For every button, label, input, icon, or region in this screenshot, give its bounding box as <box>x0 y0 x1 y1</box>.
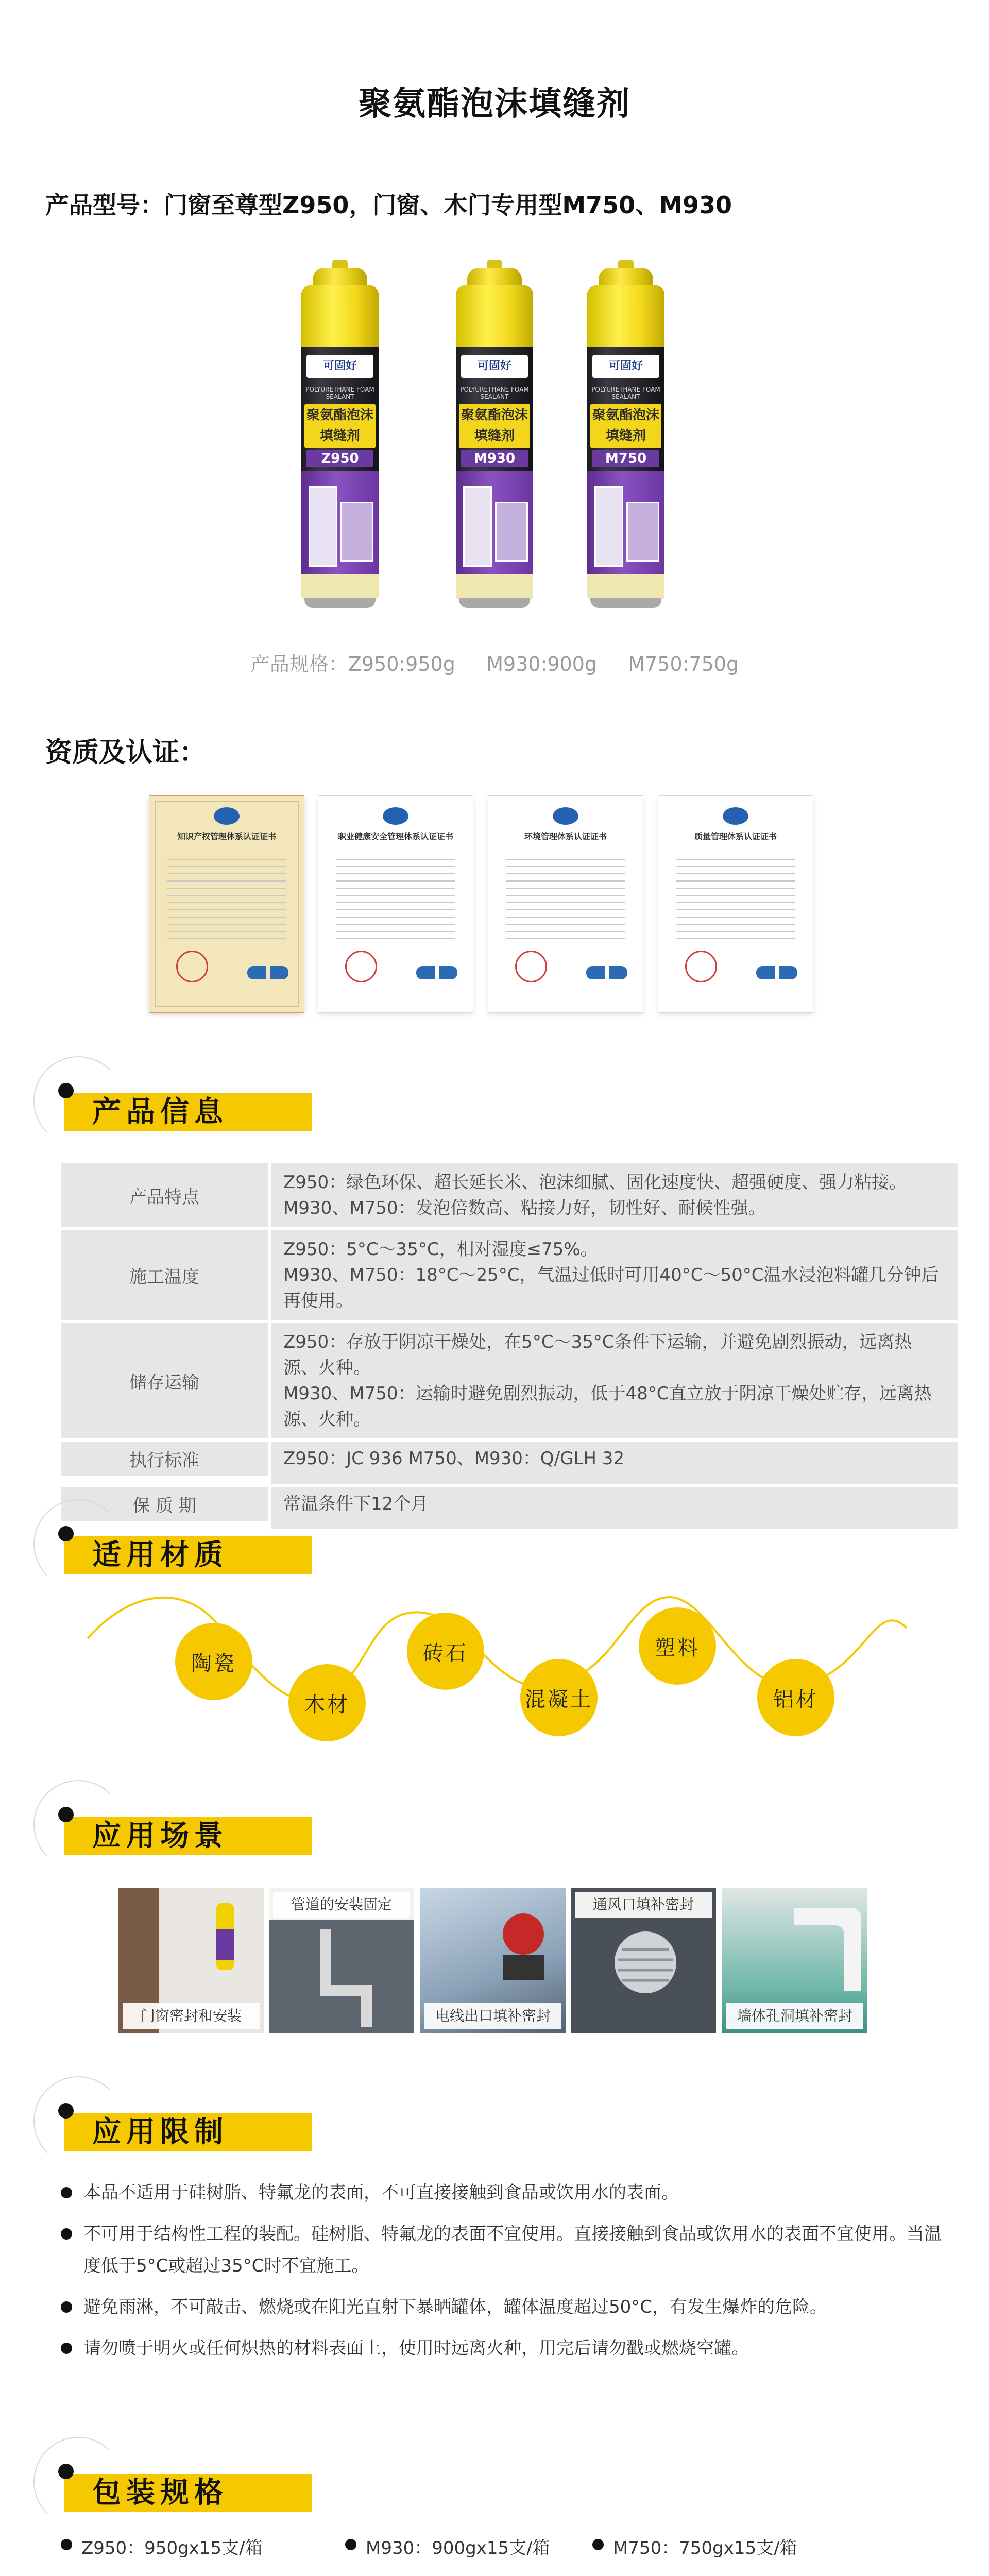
bullet-dot-icon <box>58 2464 74 2479</box>
row-label: 施工温度 <box>61 1230 268 1320</box>
can-brand: 可固好 <box>592 355 659 378</box>
cert-emblem-icon <box>383 807 408 825</box>
certificate-ohs <box>318 796 473 1012</box>
table-row <box>61 1323 958 1438</box>
material-ceramic: 陶瓷 <box>175 1623 252 1700</box>
limits-list <box>61 2177 947 2374</box>
list-item: 本品不适用于硅树脂、特氟龙的表面，不可直接接触到食品或饮用水的表面。 <box>61 2177 947 2209</box>
row-value <box>271 1487 958 1529</box>
row-value <box>271 1163 958 1227</box>
value-line: Z950：JC 936 M750、M930：Q/GLH 32 <box>283 1448 625 1469</box>
can-english-name: POLYURETHANE FOAM SEALANT <box>460 386 529 400</box>
product-can-m750 <box>587 268 664 608</box>
row-value <box>271 1230 958 1320</box>
row-value <box>271 1442 958 1484</box>
certificate-ip <box>149 796 304 1012</box>
value-line: M930、M750：18°C～25°C，气温过低时可用40°C～50°C温水浸泡料罐几分钟后再使用。 <box>283 1265 939 1311</box>
can-brand: 可固好 <box>306 355 373 378</box>
section-heading-limits <box>33 2076 322 2159</box>
can-model: M750 <box>592 450 659 467</box>
table-row <box>61 1230 958 1320</box>
can-english-name: POLYURETHANE FOAM SEALANT <box>591 386 660 400</box>
cert-emblem-icon <box>723 807 748 825</box>
red-seal-icon <box>685 951 717 982</box>
bullet-dot-icon <box>58 1526 74 1541</box>
packaging-item: M930：900gx15支/箱 <box>345 2534 550 2559</box>
section-title: 应用限制 <box>92 2115 228 2149</box>
can-product-name: 聚氨酯泡沫填缝剂 <box>590 404 661 448</box>
scene-wire-outlet <box>420 1888 566 2033</box>
list-item: 避免雨淋，不可敲击、燃烧或在阳光直射下暴晒罐体，罐体温度超过50°C，有发生爆炸的危险。 <box>61 2291 947 2323</box>
scene-caption: 门窗密封和安装 <box>123 2003 260 2029</box>
section-heading-scenes <box>33 1780 322 1862</box>
value-line: Z950：绿色环保、超长延长米、泡沫细腻、固化速度快、超强硬度、强力粘接。 <box>283 1172 907 1193</box>
certification-heading: 资质及认证： <box>45 737 207 768</box>
materials-wave-line <box>0 1566 989 1783</box>
table-row <box>61 1442 958 1484</box>
value-line: 常温条件下12个月 <box>283 1494 429 1514</box>
product-models: 产品型号：门窗至尊型Z950，门窗、木门专用型M750、M930 <box>45 191 732 219</box>
scene-caption: 墙体孔洞填补密封 <box>726 2003 863 2029</box>
certificate-env <box>488 796 643 1012</box>
can-model: M930 <box>461 450 528 467</box>
section-heading-packaging <box>33 2437 322 2519</box>
list-item: 请勿喷于明火或任何炽热的材料表面上，使用时远离火种，用完后请勿戳或燃烧空罐。 <box>61 2332 947 2364</box>
bullet-dot-icon <box>58 1083 74 1098</box>
material-wood: 木材 <box>288 1664 366 1741</box>
red-seal-icon <box>345 951 377 982</box>
material-aluminum: 铝材 <box>757 1659 834 1736</box>
product-can-z950 <box>301 268 379 608</box>
bullet-dot-icon <box>58 2103 74 2119</box>
material-plastic: 塑料 <box>639 1607 716 1685</box>
product-spec-line: 产品规格：Z950:950g M930:900g M750:750g <box>250 653 739 675</box>
product-can-m930 <box>456 268 533 608</box>
value-line: Z950：5°C～35°C，相对湿度≤75%。 <box>283 1239 598 1260</box>
row-value <box>271 1323 958 1438</box>
row-label: 产品特点 <box>61 1163 268 1227</box>
section-title: 产品信息 <box>92 1095 228 1129</box>
scene-caption: 管道的安装固定 <box>273 1892 410 1918</box>
can-brand: 可固好 <box>461 355 528 378</box>
material-concrete: 混凝土 <box>520 1659 598 1736</box>
cert-emblem-icon <box>553 807 578 825</box>
row-label: 保 质 期 <box>61 1487 268 1521</box>
certificate-title: 环境管理体系认证证书 <box>524 832 607 841</box>
section-heading-info <box>33 1056 322 1139</box>
value-line: M930、M750：发泡倍数高、粘接力好，韧性好、耐候性强。 <box>283 1198 766 1218</box>
scene-caption: 电线出口填补密封 <box>424 2003 561 2029</box>
packaging-item: M750：750gx15支/箱 <box>592 2534 797 2559</box>
certificate-title: 质量管理体系认证证书 <box>694 832 777 841</box>
material-brick: 砖石 <box>407 1613 484 1690</box>
row-label: 执行标准 <box>61 1442 268 1476</box>
section-title: 包装规格 <box>92 2476 228 2510</box>
red-seal-icon <box>515 951 547 982</box>
page-title: 聚氨酯泡沫填缝剂 <box>359 85 630 123</box>
can-product-name: 聚氨酯泡沫填缝剂 <box>304 404 376 448</box>
can-english-name: POLYURETHANE FOAM SEALANT <box>305 386 374 400</box>
section-title: 适用材质 <box>92 1538 228 1572</box>
list-item: 不可用于结构性工程的装配。硅树脂、特氟龙的表面不宜使用。直接接触到食品或饮用水的表面不宜使用。当温度低于5°C或超过35°C时不宜施工。 <box>61 2218 947 2282</box>
scene-door-window <box>118 1888 264 2033</box>
cert-emblem-icon <box>214 807 240 825</box>
scene-wall-hole <box>722 1888 867 2033</box>
section-title: 应用场景 <box>92 1819 228 1853</box>
scene-vent <box>571 1888 716 2033</box>
certificate-quality <box>658 796 813 1012</box>
bullet-dot-icon <box>58 1807 74 1822</box>
row-label: 储存运输 <box>61 1323 268 1438</box>
table-row <box>61 1163 958 1227</box>
certificate-title: 职业健康安全管理体系认证证书 <box>337 832 453 841</box>
red-seal-icon <box>176 951 208 982</box>
scene-caption: 通风口填补密封 <box>575 1892 712 1918</box>
certificate-title: 知识产权管理体系认证证书 <box>177 832 276 841</box>
value-line: M930、M750：运输时避免剧烈振动，低于48°C直立放于阴凉干燥处贮存，远离热源、火种。 <box>283 1383 932 1430</box>
value-line: Z950：存放于阴凉干燥处，在5°C～35°C条件下运输，并避免剧烈振动，远离热源、火种。 <box>283 1332 912 1378</box>
product-info-table <box>61 1163 958 1532</box>
can-model: Z950 <box>306 450 373 467</box>
scene-pipe <box>269 1888 414 2033</box>
can-product-name: 聚氨酯泡沫填缝剂 <box>459 404 530 448</box>
packaging-item: Z950：950gx15支/箱 <box>61 2534 263 2559</box>
